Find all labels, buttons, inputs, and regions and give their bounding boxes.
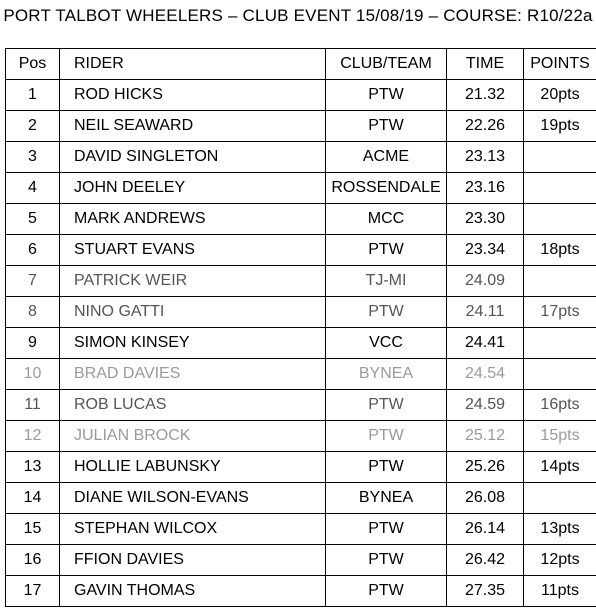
table-row [6, 142, 596, 173]
cell-time: 21.32 [447, 80, 524, 111]
cell-pos: 11 [6, 390, 60, 421]
cell-club: BYNEA [326, 359, 447, 390]
cell-time: 24.41 [447, 328, 524, 359]
cell-rider: NEIL SEAWARD [60, 111, 326, 142]
cell-points [524, 483, 596, 514]
cell-club: PTW [326, 390, 447, 421]
table-row [6, 328, 596, 359]
table-body [6, 80, 596, 607]
table-row [6, 80, 596, 111]
cell-rider: FFION DAVIES [60, 545, 326, 576]
cell-rider: SIMON KINSEY [60, 328, 326, 359]
table-row [6, 235, 596, 266]
cell-points: 12pts [524, 545, 596, 576]
cell-pos: 12 [6, 421, 60, 452]
cell-pos: 16 [6, 545, 60, 576]
cell-club: PTW [326, 545, 447, 576]
cell-club: PTW [326, 297, 447, 328]
cell-pos: 17 [6, 576, 60, 607]
cell-rider: DIANE WILSON-EVANS [60, 483, 326, 514]
cell-pos: 7 [6, 266, 60, 297]
cell-time: 26.14 [447, 514, 524, 545]
cell-rider: STEPHAN WILCOX [60, 514, 326, 545]
cell-pos: 10 [6, 359, 60, 390]
cell-club: MCC [326, 204, 447, 235]
cell-club: TJ-MI [326, 266, 447, 297]
cell-rider: DAVID SINGLETON [60, 142, 326, 173]
cell-club: PTW [326, 452, 447, 483]
cell-rider: JULIAN BROCK [60, 421, 326, 452]
cell-club: BYNEA [326, 483, 447, 514]
cell-time: 23.30 [447, 204, 524, 235]
table-row [6, 390, 596, 421]
page-title: PORT TALBOT WHEELERS – CLUB EVENT 15/08/19 – COURSE: R10/22a [3, 6, 593, 25]
cell-time: 27.35 [447, 576, 524, 607]
table-row [6, 173, 596, 204]
cell-rider: MARK ANDREWS [60, 204, 326, 235]
cell-club: ROSSENDALE [326, 173, 447, 204]
cell-pos: 4 [6, 173, 60, 204]
cell-rider: STUART EVANS [60, 235, 326, 266]
cell-time: 23.16 [447, 173, 524, 204]
cell-points [524, 142, 596, 173]
cell-points [524, 328, 596, 359]
cell-club: PTW [326, 235, 447, 266]
table-row [6, 514, 596, 545]
cell-pos: 15 [6, 514, 60, 545]
cell-rider: BRAD DAVIES [60, 359, 326, 390]
cell-points: 17pts [524, 297, 596, 328]
cell-time: 25.26 [447, 452, 524, 483]
table-row [6, 359, 596, 390]
table-row [6, 204, 596, 235]
cell-pos: 5 [6, 204, 60, 235]
cell-points: 18pts [524, 235, 596, 266]
table-row [6, 297, 596, 328]
cell-pos: 2 [6, 111, 60, 142]
cell-points: 19pts [524, 111, 596, 142]
table-row [6, 266, 596, 297]
cell-club: PTW [326, 111, 447, 142]
table-row [6, 576, 596, 607]
cell-time: 24.11 [447, 297, 524, 328]
cell-pos: 1 [6, 80, 60, 111]
cell-rider: ROB LUCAS [60, 390, 326, 421]
cell-rider: ROD HICKS [60, 80, 326, 111]
table-header [6, 49, 596, 80]
cell-rider: PATRICK WEIR [60, 266, 326, 297]
cell-points: 14pts [524, 452, 596, 483]
cell-time: 26.42 [447, 545, 524, 576]
column-header-pos: Pos [6, 49, 60, 80]
cell-club: PTW [326, 421, 447, 452]
cell-rider: GAVIN THOMAS [60, 576, 326, 607]
table-row [6, 545, 596, 576]
table-row [6, 452, 596, 483]
column-header-points: POINTS [524, 49, 596, 80]
cell-time: 22.26 [447, 111, 524, 142]
cell-time: 23.34 [447, 235, 524, 266]
cell-club: VCC [326, 328, 447, 359]
table-row [6, 421, 596, 452]
cell-club: PTW [326, 80, 447, 111]
cell-rider: HOLLIE LABUNSKY [60, 452, 326, 483]
cell-club: ACME [326, 142, 447, 173]
cell-time: 26.08 [447, 483, 524, 514]
cell-points [524, 359, 596, 390]
cell-points: 16pts [524, 390, 596, 421]
column-header-time: TIME [447, 49, 524, 80]
cell-rider: JOHN DEELEY [60, 173, 326, 204]
cell-time: 23.13 [447, 142, 524, 173]
cell-club: PTW [326, 576, 447, 607]
header-row [6, 49, 596, 80]
cell-points [524, 173, 596, 204]
cell-points: 11pts [524, 576, 596, 607]
cell-club: PTW [326, 514, 447, 545]
results-table [5, 48, 596, 607]
cell-time: 24.09 [447, 266, 524, 297]
cell-time: 25.12 [447, 421, 524, 452]
column-header-club: CLUB/TEAM [326, 49, 447, 80]
cell-points: 20pts [524, 80, 596, 111]
cell-pos: 6 [6, 235, 60, 266]
cell-time: 24.59 [447, 390, 524, 421]
cell-pos: 13 [6, 452, 60, 483]
cell-points: 13pts [524, 514, 596, 545]
table-row [6, 111, 596, 142]
cell-pos: 14 [6, 483, 60, 514]
cell-pos: 8 [6, 297, 60, 328]
cell-points: 15pts [524, 421, 596, 452]
cell-points [524, 266, 596, 297]
table-row [6, 483, 596, 514]
cell-rider: NINO GATTI [60, 297, 326, 328]
cell-time: 24.54 [447, 359, 524, 390]
cell-pos: 3 [6, 142, 60, 173]
column-header-rider: RIDER [60, 49, 326, 80]
cell-points [524, 204, 596, 235]
cell-pos: 9 [6, 328, 60, 359]
